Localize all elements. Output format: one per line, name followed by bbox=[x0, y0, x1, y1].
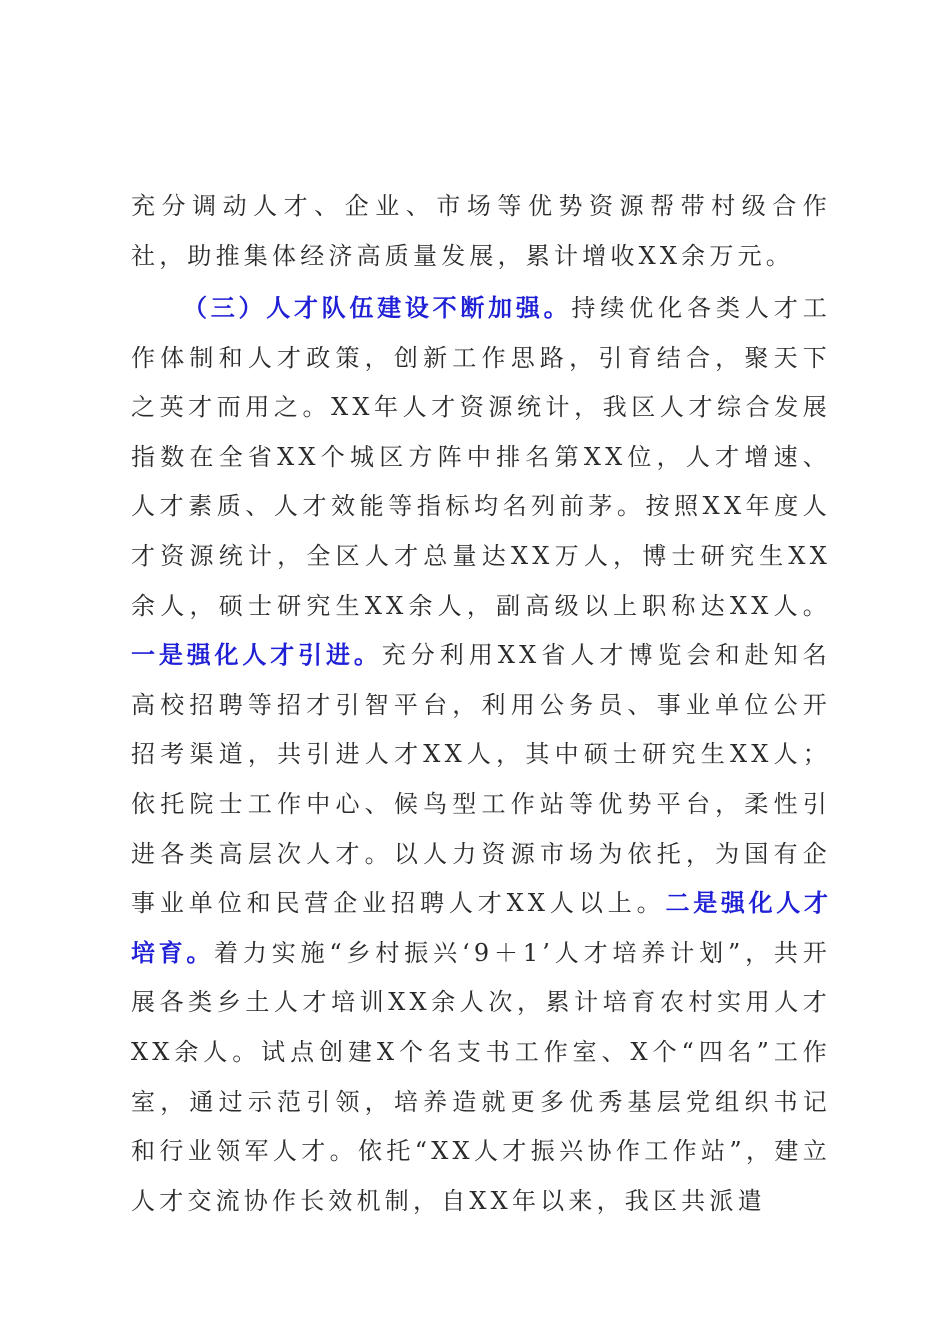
paragraph-collective-economy bbox=[131, 182, 831, 281]
paragraph-text: 着力实施“乡村振兴‘9＋1’人才培养计划”，共开展各类乡土人才培训XX余人次，累计培育农村实用人才XX余人。试点创建X个名支书工作室、X个“四名”工作室，通过示范引领，培养造就更多优秀基层党组织书记和行业领军人才。依托“XX人才振兴协作工作站”，建立人才交流协作长效机制，自XX年以来，我区共派遣 bbox=[131, 938, 831, 1215]
section-heading: （三）人才队伍建设不断加强。 bbox=[183, 294, 572, 322]
subheading-talent-introduction: 一是强化人才引进。 bbox=[131, 641, 382, 670]
subheading-talent-cultivation: 二是强化人才培育。 bbox=[131, 889, 831, 967]
paragraph-talent-team bbox=[131, 284, 831, 1226]
paragraph-text: 充分利用XX省人才博览会和赴知名高校招聘等招才引智平台，利用公务员、事业单位公开招考渠道，共引进人才XX人，其中硕士研究生XX人；依托院士工作中心、候鸟型工作站等优势平台，柔性引进各类高层次人才。以人力资源市场为依托，为国有企事业单位和民营企业招聘人才XX人以上。 bbox=[131, 641, 832, 918]
paragraph-text: 持续优化各类人才工作体制和人才政策，创新工作思路，引育结合，聚天下之英才而用之。XX年人才资源统计，我区人才综合发展指数在全省XX个城区方阵中排名第XX位，人才增速、人才素质、人才效能等指标均名列前茅。按照XX年度人才资源统计，全区人才总量达XX万人，博士研究生XX余人，硕士研究生XX余人，副高级以上职称达XX人。 bbox=[131, 294, 831, 620]
paragraph-text: 充分调动人才、企业、市场等优势资源帮带村级合作社，助推集体经济高质量发展，累计增收XX余万元。 bbox=[131, 192, 831, 270]
